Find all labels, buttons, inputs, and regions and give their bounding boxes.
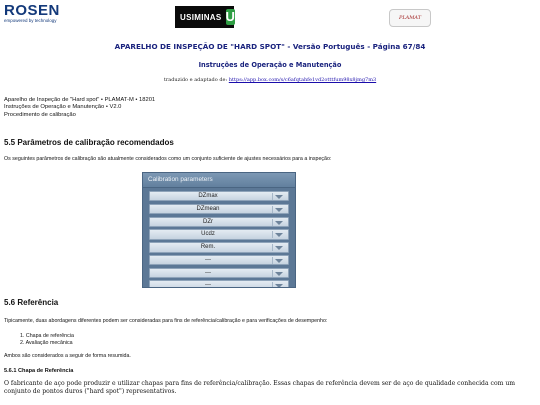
source-link[interactable]: https://app.box.com/s/c6afqtahfe1vd2otttfum98x8jmg7m3: [228, 77, 377, 83]
list-item: 1. Chapa de referência: [20, 333, 74, 339]
chevron-down-icon: [275, 233, 283, 237]
rosen-logo: [4, 3, 60, 24]
calibration-select-label: DZr: [203, 218, 213, 225]
calibration-select-dzmean[interactable]: [149, 204, 289, 214]
calibration-select-rem[interactable]: [149, 242, 289, 252]
calibration-select-label: Ucdz: [201, 231, 215, 238]
section-5-5-text: Os seguintes parâmetros de calibração são atualmente considerados como um conjunto suficiente de ajustes necessários para a inspeção:: [4, 156, 332, 162]
calibration-panel-header: Calibration parameters: [143, 173, 295, 188]
section-5-5-heading: 5.5 Parâmetros de calibração recomendados: [4, 138, 174, 147]
plamat-logo-word: PLAMAT: [398, 15, 422, 21]
rosen-logo-word: ROSEN: [4, 2, 60, 19]
usiminas-logo-mark: U: [225, 9, 235, 24]
page-title: APARELHO DE INSPEÇÃO DE "HARD SPOT" - Versão Português - Página 67/84: [114, 42, 426, 51]
chevron-down-icon: [275, 195, 283, 199]
calibration-select-empty-3[interactable]: [149, 280, 289, 288]
calibration-select-dzmax[interactable]: [149, 191, 289, 201]
section-5-6-1-text: O fabricante de aço pode produzir e utilizar chapas para fins de referência/calibração. Essas chapas de referência devem ser de aço de qualidade conhecida com um conjunto de pontos duros ("hard spot") representativos.: [4, 380, 516, 396]
reference-approaches-list: [20, 333, 74, 346]
meta-line-1: Aparelho de Inspeção de "Hard spot" • PLAMAT-M • 18201: [4, 97, 156, 103]
chevron-down-icon: [275, 221, 283, 225]
chevron-down-icon: [275, 259, 283, 263]
section-5-6-1-heading: 5.6.1 Chapa de Referência: [4, 368, 74, 374]
translation-prefix: traduzido e adaptado de:: [163, 77, 228, 83]
plamat-logo: [389, 9, 431, 27]
usiminas-logo: [175, 6, 234, 28]
translation-note: [0, 77, 540, 83]
section-5-6-text: Tipicamente, duas abordagens diferentes podem ser consideradas para fins de referência/calibração e para verificações de desempenho:: [4, 318, 328, 324]
usiminas-logo-word: USIMINAS: [180, 12, 222, 22]
calibration-select-ucdz[interactable]: [149, 229, 289, 239]
calibration-select-empty-1[interactable]: [149, 255, 289, 265]
calibration-select-label: DZmax: [198, 193, 218, 199]
chevron-down-icon: [275, 246, 283, 250]
section-5-6-heading: 5.6 Referência: [4, 298, 59, 307]
chevron-down-icon: [275, 284, 283, 288]
section-5-6-summary: Ambos são considerados a seguir de forma resumida.: [4, 353, 131, 359]
page-subtitle: Instruções de Operação e Manutenção: [198, 61, 342, 69]
calibration-select-label: ---: [205, 256, 211, 263]
calibration-select-label: Rem.: [200, 244, 216, 251]
logo-row: [0, 3, 540, 31]
calibration-rows: [143, 188, 295, 288]
chevron-down-icon: [275, 208, 283, 212]
chevron-down-icon: [275, 272, 283, 276]
rosen-logo-tagline: empowered by technology: [4, 18, 57, 23]
meta-line-3: Procedimento de calibração: [4, 111, 76, 118]
calibration-parameters-panel: [142, 172, 296, 288]
calibration-select-empty-2[interactable]: [149, 268, 289, 278]
calibration-select-label: ---: [205, 269, 211, 276]
document-meta: [4, 97, 155, 119]
calibration-select-dzr[interactable]: [149, 217, 289, 227]
meta-line-2: Instruções de Operação e Manutenção • V2.0: [4, 104, 122, 111]
calibration-select-label: ---: [205, 282, 211, 288]
calibration-select-label: DZmean: [196, 205, 220, 212]
list-item: 2. Avaliação mecânica: [20, 339, 73, 346]
